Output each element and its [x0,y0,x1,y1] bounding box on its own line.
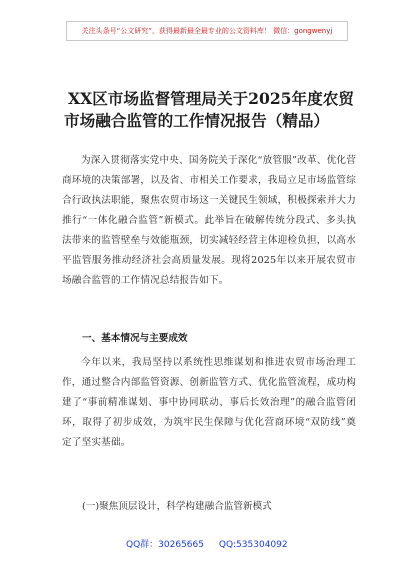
title-line-1: XX区市场监督管理局关于2025年度农贸 [68,89,354,108]
intro-paragraph: 为深入贯彻落实党中央、国务院关于深化“放管服”改革、优化营商环境的决策部署，以及省、市相关工作要求，我局立足市场监管综合行政执法职能，聚焦农贸市场这一关键民生领域，积极探索并大力推行“一体化融合监管”新模式。此举旨在破解传统分段式、多头执法带来的监管壁垒与效能瓶颈，切实减轻经营主体迎检负担，以高水平监管服务推动经济社会高质量发展。现将2025年以来开展农贸市场融合监管的工作情况总结报告如下。 [62,155,356,286]
contact-footer [126,537,306,550]
subsection-heading-1: (一)聚焦顶层设计，科学构建融合监管新模式 [82,501,272,512]
title-line-2: 市场融合监管的工作情况报告（精品） [64,111,330,130]
promo-banner [66,21,348,41]
qq-text: QQ:535304092 [218,540,288,550]
promo-banner-text: 关注头条号“公文研究”，获得最新最全最专业的公文资料库！ 微信：gongwenyj [81,27,333,35]
qq-group-text: QQ群：30265665 [126,540,204,550]
document-title [64,88,368,132]
section-heading-1: 一、基本情况与主要成效 [82,333,188,344]
section-1-paragraph: 今年以来，我局坚持以系统性思维谋划和推进农贸市场治理工作，通过整合内部监管资源、创新监管方式、优化监管流程，成功构建了“事前精准谋划、事中协同联动、事后长效治理”的融合监管闭环，取得了初步成效，为筑牢民生保障与优化营商环境“双防线”奠定了坚实基础。 [62,357,356,448]
